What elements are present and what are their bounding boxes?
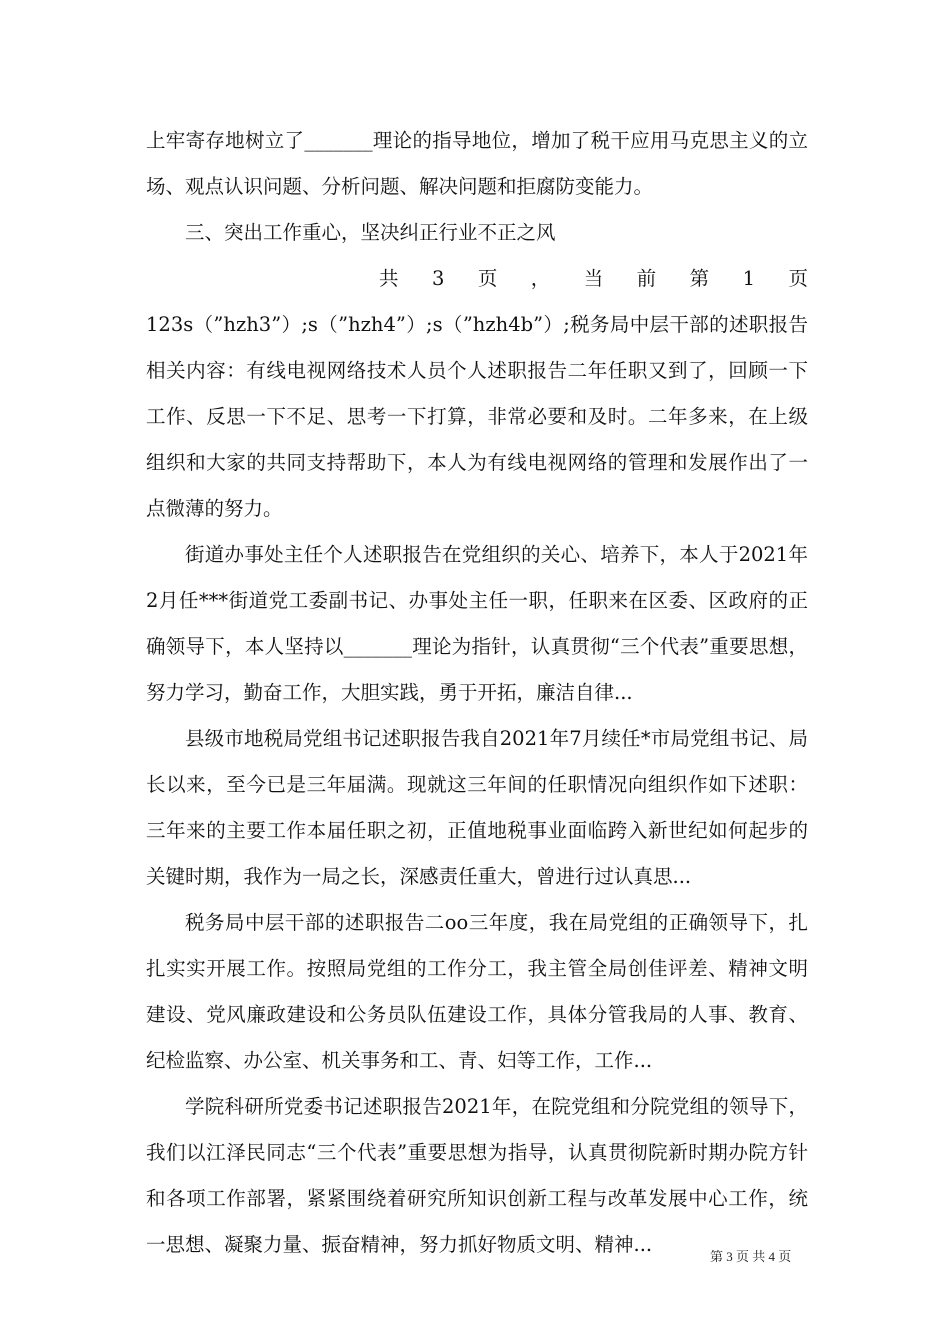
paragraph-tax-bureau-secretary-report: 县级市地税局党组书记述职报告我自2021年7月续任*市局党组书记、局长以来，至今已是三年届满。现就这三年间的任职情况向组织作如下述职：三年来的主要工作本届任职之初，正值地税事业面临跨入新世纪如何起步的关键时期，我作为一局之长，深感责任重大，曾进行过认真思...: [146, 727, 808, 888]
page-marker-char: 当: [583, 267, 604, 290]
paragraph-street-office-report: 街道办事处主任个人述职报告在党组织的关心、培养下，本人于2021年2月任***街道党工委副书记、办事处主任一职，任职来在区委、区政府的正确领导下，本人坚持以_______理论为指针，认真贯彻“三个代表”重要思想，努力学习，勤奋工作，大胆实践，勇于开拓，廉洁自律...: [146, 543, 808, 704]
paragraph-tax-cadre-report: 税务局中层干部的述职报告二oo三年度，我在局党组的正确领导下，扎扎实实开展工作。按照局党组的工作分工，我主管全局创佳评差、精神文明建设、党风廉政建设和公务员队伍建设工作，具体分管我局的人事、教育、纪检监察、办公室、机关事务和工、青、妇等工作，工作...: [146, 911, 808, 1072]
page-counter-line: [146, 256, 808, 302]
page-marker-char: 前: [636, 267, 657, 290]
page-marker-char: 页: [788, 267, 808, 290]
page-marker-char: 页: [477, 267, 498, 290]
paragraph-institute-party-report: 学院科研所党委书记述职报告2021年，在院党组和分院党组的领导下，我们以江泽民同志“三个代表”重要思想为指导，认真贯彻院新时期办院方针和各项工作部署，紧紧围绕着研究所知识创新工程与改革发展中心工作，统一思想、凝聚力量、振奋精神，努力抓好物质文明、精神...: [146, 1095, 808, 1256]
document-body: [146, 118, 808, 1268]
section-heading-work-focus: 三、突出工作重心，坚决纠正行业不正之风: [185, 221, 556, 244]
page-marker-char: 共: [379, 267, 399, 290]
page-marker-char: 1: [742, 267, 755, 290]
paragraph-cable-tv-report: 123s（”hzh3”）;s（”hzh4”）;s（”hzh4b”）;税务局中层干部的述职报告相关内容：有线电视网络技术人员个人述职报告二年任职又到了，回顾一下工作、反思一下不足、思考一下打算，非常必要和及时。二年多来，在上级组织和大家的共同支持帮助下，本人为有线电视网络的管理和发展作出了一点微薄的努力。: [146, 313, 808, 520]
paragraph-theory-guidance: 上牢寄存地树立了_______理论的指导地位，增加了税干应用马克思主义的立场、观点认识问题、分析问题、解决问题和拒腐防变能力。: [146, 129, 808, 198]
page-marker-char: 第: [689, 267, 710, 290]
page-footer-number: 第 3 页 共 4 页: [710, 1249, 792, 1264]
page-marker-char: ，: [530, 267, 551, 290]
page-marker-char: 3: [431, 267, 445, 290]
